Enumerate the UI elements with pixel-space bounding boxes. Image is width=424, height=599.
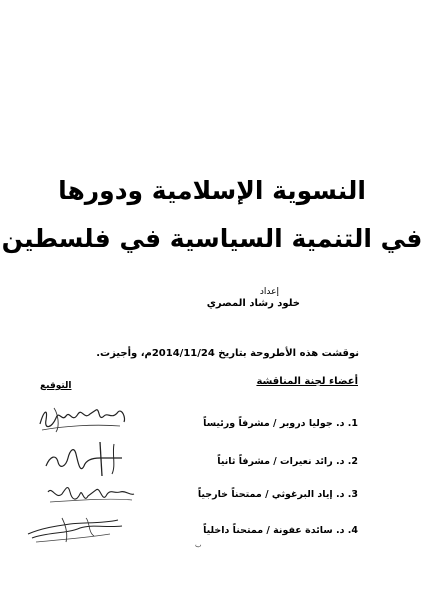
committee-member-1: 1. د. جوليا دروبر / مشرفاً ورئيساً (203, 418, 358, 429)
author-name: خلود رشاد المصري (206, 298, 300, 309)
thesis-title-line-1: النسوية الإسلامية ودورها (58, 176, 366, 205)
signature-2 (40, 436, 130, 480)
committee-member-3: 3. د. إياد البرغوثي / ممتحناً خارجياً (197, 489, 358, 500)
committee-member-2: 2. د. رائد نعيرات / مشرفاً ثانياً (217, 456, 358, 467)
signature-4 (22, 512, 132, 546)
signature-3 (40, 476, 140, 510)
thesis-title-line-2: في التنمية السياسية في فلسطين (1, 224, 423, 253)
defense-note: نوقشت هذه الأطروحة بتاريخ 2014/11/24م، وأجيزت. (96, 348, 359, 359)
committee-heading: أعضاء لجنة المناقشة (256, 376, 358, 387)
page-mark: ب (195, 541, 202, 549)
prepared-by-label: إعداد (259, 287, 279, 297)
committee-member-4: 4. د. سائدة عفونة / ممتحناً داخلياً (203, 525, 358, 536)
signature-heading: التوقيع (40, 381, 72, 391)
signature-1 (34, 400, 134, 436)
